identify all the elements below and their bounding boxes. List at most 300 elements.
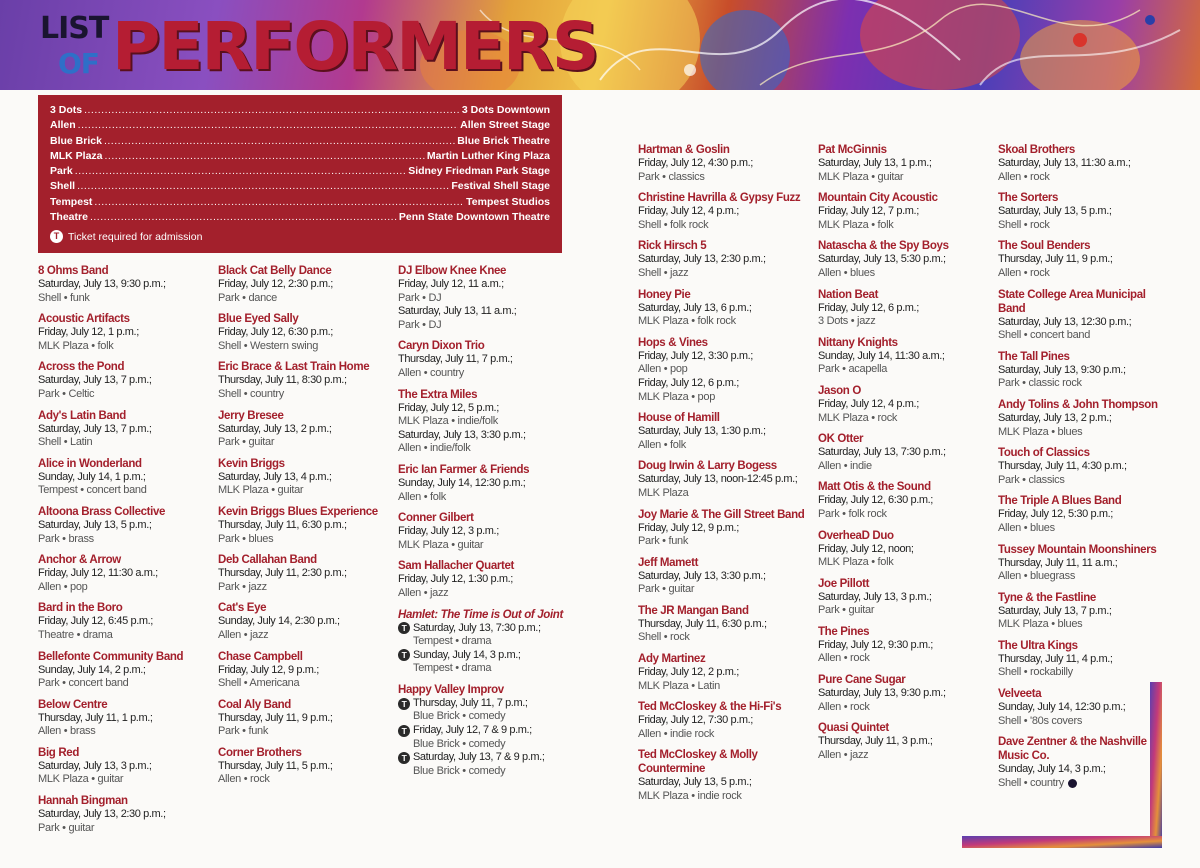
performer-name: Dave Zentner & the Nashville Music Co. [998, 736, 1147, 763]
show-venue-genre [38, 533, 210, 547]
show-time-text: Friday, July 12, 6:30 p.m.; [218, 326, 333, 339]
show-time-text: Saturday, July 13, 6 p.m.; [638, 301, 752, 314]
show-time [398, 649, 570, 663]
show-venue-genre [38, 388, 210, 402]
performer-entry [638, 700, 810, 741]
show-time-text: Saturday, July 13, 9:30 p.m.; [818, 687, 946, 700]
performer-entry [218, 360, 390, 401]
show-venue-genre [398, 539, 570, 553]
show-time-text: Thursday, July 11, 4 p.m.; [998, 652, 1113, 665]
performer-name: The Pines [818, 625, 870, 638]
header-banner [0, 0, 1200, 90]
show-venue-genre [398, 738, 570, 752]
performer-name: Hops & Vines [638, 336, 708, 349]
show-time [38, 615, 210, 629]
show-time [398, 305, 570, 319]
show-time-text: Friday, July 12, 3:30 p.m.; [638, 349, 753, 362]
performer-entry [818, 432, 990, 473]
show-time-text: Friday, July 12, 9 p.m.; [638, 521, 739, 534]
venue-legend [38, 95, 562, 253]
performer-entry [398, 683, 570, 779]
show-venue-genre-text: Park • acapella [818, 363, 888, 376]
show-venue-genre [638, 315, 810, 329]
show-time-text: Saturday, July 13, 1 p.m.; [818, 157, 932, 169]
leader-dots [84, 104, 460, 116]
show-time-text: Sunday, July 14, 1 p.m.; [38, 470, 146, 483]
show-time-text: Thursday, July 11, 5 p.m.; [218, 759, 333, 772]
show-time-text: Sunday, July 14, 3 p.m.; [998, 763, 1106, 776]
show-venue-genre-text: Park • funk [218, 725, 269, 738]
show-venue-genre-text: MLK Plaza • indie/folk [398, 415, 498, 428]
performer-entry [998, 143, 1170, 184]
show-venue-genre [398, 587, 570, 601]
show-venue-genre-text: Shell • country [218, 387, 284, 400]
ticket-icon: T [398, 622, 410, 634]
performer-entry [998, 398, 1170, 439]
show-time-text: Friday, July 12, 6:30 p.m.; [818, 494, 933, 507]
performer-name: Nittany Knights [818, 336, 898, 349]
show-time-text: Saturday, July 13, 7:30 p.m.; [818, 446, 946, 459]
show-venue-genre-text: Park • blues [218, 532, 274, 545]
performer-name: Jerry Bresee [218, 409, 284, 422]
show-time-text: Friday, July 12, 1:30 p.m.; [398, 573, 513, 586]
performer-entry [998, 639, 1170, 680]
show-time [818, 639, 990, 653]
performer-name: Acoustic Artifacts [38, 313, 130, 326]
performer-name: State College Area Municipal Band [998, 288, 1146, 315]
show-time-text: Friday, July 12, 4 p.m.; [638, 205, 739, 218]
performer-entry [998, 494, 1170, 535]
performer-name: The Ultra Kings [998, 639, 1078, 652]
show-time-text: Sunday, July 14, 12:30 p.m.; [998, 701, 1126, 714]
performer-column-4 [638, 143, 810, 811]
performer-name: OK Otter [818, 433, 864, 446]
show-venue-genre [38, 773, 210, 787]
leader-dots [75, 165, 406, 177]
performer-entry [398, 559, 570, 600]
show-venue-genre [398, 662, 570, 676]
show-venue-genre-text: Park • brass [38, 532, 94, 545]
show-time [218, 567, 390, 581]
performer-name: The Tall Pines [998, 350, 1070, 363]
show-venue-genre-text: Blue Brick • comedy [413, 764, 506, 777]
show-venue-genre [218, 725, 390, 739]
performer-name: Eric Brace & Last Train Home [218, 361, 370, 374]
show-venue-genre-text: Theatre • drama [38, 628, 113, 641]
show-time-text: Saturday, July 13, 3 p.m.; [38, 759, 152, 772]
performer-entry [218, 312, 390, 353]
show-venue-genre [638, 439, 810, 453]
legend-row [50, 211, 550, 226]
show-time-text: Friday, July 12, 1 p.m.; [38, 326, 139, 339]
show-venue-genre [398, 491, 570, 505]
performer-name: Cat's Eye [218, 602, 267, 615]
show-time [818, 446, 990, 460]
legend-row [50, 180, 550, 195]
legend-venue-code: Shell [50, 180, 76, 193]
show-venue-genre-text: MLK Plaza • indie rock [638, 790, 742, 803]
show-time [638, 570, 810, 584]
show-venue-genre [38, 436, 210, 450]
show-venue-genre-text: Tempest • drama [413, 635, 492, 648]
performer-name: The Sorters [998, 192, 1059, 205]
show-venue-genre [818, 556, 990, 570]
show-time [38, 374, 210, 388]
performer-entry [218, 553, 390, 594]
show-time [38, 471, 210, 485]
show-venue-genre [38, 340, 210, 354]
performer-name: DJ Elbow Knee Knee [398, 265, 507, 277]
performer-name: Pat McGinnis [818, 144, 887, 156]
performer-name: The Soul Benders [998, 240, 1091, 253]
show-time-text: Thursday, July 11, 2:30 p.m.; [218, 567, 347, 580]
show-venue-genre [998, 377, 1170, 391]
show-time [398, 724, 570, 738]
show-time-text: Saturday, July 13, 11 a.m.; [398, 305, 517, 318]
show-time-text: Thursday, July 11, 4:30 p.m.; [998, 460, 1127, 473]
show-venue-genre-text: Allen • rock [998, 266, 1050, 279]
show-venue-genre-text: MLK Plaza • guitar [218, 484, 304, 497]
legend-venue-name: Allen Street Stage [460, 119, 550, 132]
show-time [38, 760, 210, 774]
performer-entry [998, 446, 1170, 487]
show-time [638, 425, 810, 439]
title-list: LIST [40, 11, 109, 46]
show-venue-genre-text: Allen • blues [818, 266, 875, 279]
show-time-text: Friday, July 12, 4 p.m.; [818, 397, 919, 410]
show-venue-genre [638, 631, 810, 645]
legend-row [50, 150, 550, 165]
show-time-text: Sunday, July 14, 2 p.m.; [38, 663, 146, 676]
show-venue-genre [218, 388, 390, 402]
performer-name: Ted McCloskey & the Hi-Fi's [638, 701, 782, 714]
show-venue-genre-text: 3 Dots • jazz [818, 315, 876, 328]
show-venue-genre [818, 460, 990, 474]
legend-row [50, 196, 550, 211]
show-venue-genre [638, 219, 810, 233]
performer-name: Touch of Classics [998, 447, 1090, 460]
show-venue-genre-text: Allen • country [398, 366, 464, 379]
show-venue-genre [398, 710, 570, 724]
show-time-text: Friday, July 12, 2:30 p.m.; [218, 278, 333, 290]
show-venue-genre [218, 484, 390, 498]
performer-entry [218, 601, 390, 642]
show-venue-genre-text: MLK Plaza • blues [998, 618, 1083, 631]
performer-name: Joe Pillott [818, 577, 870, 590]
show-time [638, 253, 810, 267]
show-venue-genre-text: Shell • '80s covers [998, 714, 1083, 727]
ticket-icon: T [398, 698, 410, 710]
show-venue-genre [218, 773, 390, 787]
show-venue-genre-text: MLK Plaza • guitar [818, 170, 904, 183]
show-time [998, 157, 1170, 171]
show-venue-genre [998, 570, 1170, 584]
performer-entry [998, 591, 1170, 632]
performer-name: Altoona Brass Collective [38, 505, 166, 518]
show-time-text: Saturday, July 13, 3:30 p.m.; [398, 428, 526, 441]
legend-venue-code: Park [50, 165, 73, 178]
show-time [218, 326, 390, 340]
show-time [218, 519, 390, 533]
show-time [218, 615, 390, 629]
show-time-text: Friday, July 12, 7 & 9 p.m.; [413, 724, 532, 737]
show-venue-genre [218, 629, 390, 643]
show-time [998, 653, 1170, 667]
show-venue-genre-text: Shell • Western swing [218, 339, 319, 352]
show-venue-genre [38, 822, 210, 836]
show-time-text: Saturday, July 13, 9:30 p.m.; [998, 363, 1126, 376]
show-venue-genre-text: Park • guitar [818, 604, 875, 617]
performer-name: Below Centre [38, 698, 108, 711]
show-venue-genre [638, 487, 810, 501]
legend-row [50, 135, 550, 150]
performer-entry [218, 746, 390, 787]
legend-venue-name: Martin Luther King Plaza [426, 149, 550, 162]
performer-name: Hartman & Goslin [638, 144, 730, 156]
performer-name: Mountain City Acoustic [818, 192, 938, 205]
show-venue-genre-text: Allen • indie rock [638, 727, 715, 740]
performer-entry [398, 511, 570, 552]
show-venue-genre [998, 219, 1170, 233]
show-time [998, 605, 1170, 619]
performer-name: The Triple A Blues Band [998, 495, 1122, 508]
show-time [398, 622, 570, 636]
performer-entry [218, 264, 390, 305]
show-venue-genre-text: Allen • indie [818, 459, 872, 472]
show-time [218, 760, 390, 774]
show-time [638, 302, 810, 316]
show-venue-genre-text: MLK Plaza • folk [38, 339, 114, 352]
legend-venue-name: Blue Brick Theatre [457, 134, 550, 147]
show-venue-genre-text: Allen • jazz [818, 748, 869, 761]
show-time [638, 157, 810, 171]
performer-name: Anchor & Arrow [38, 554, 121, 567]
performer-entry [218, 457, 390, 498]
legend-row [50, 104, 550, 119]
performer-name: Jason O [818, 384, 861, 397]
performer-name: Joy Marie & The Gill Street Band [638, 508, 805, 521]
show-time-text: Friday, July 12, 9:30 p.m.; [818, 638, 933, 651]
show-time [218, 278, 390, 292]
show-venue-genre-text: Park • funk [638, 535, 689, 548]
performer-entry [638, 288, 810, 329]
performer-name: Caryn Dixon Trio [398, 340, 485, 353]
show-time-text: Saturday, July 13, 7 p.m.; [998, 604, 1112, 617]
show-time [998, 364, 1170, 378]
performer-entry [998, 350, 1170, 391]
performer-entry [818, 239, 990, 280]
performer-name: Coal Aly Band [218, 698, 291, 711]
show-time-text: Thursday, July 11, 9 p.m.; [218, 711, 333, 724]
performer-column-5 [818, 143, 990, 769]
decorative-art [962, 682, 1162, 848]
performer-entry [638, 239, 810, 280]
leader-dots [104, 135, 455, 147]
show-venue-genre [818, 363, 990, 377]
show-time-text: Friday, July 12, 7:30 p.m.; [638, 714, 753, 727]
show-time [398, 477, 570, 491]
show-time [818, 543, 990, 557]
performer-name: Deb Callahan Band [218, 554, 317, 567]
show-time [638, 714, 810, 728]
performer-entry [38, 601, 210, 642]
show-time [38, 664, 210, 678]
performer-name: Conner Gilbert [398, 512, 474, 525]
show-venue-genre [398, 765, 570, 779]
show-venue-genre [998, 618, 1170, 632]
show-venue-genre [398, 635, 570, 649]
show-venue-genre-text: Park • folk rock [818, 507, 887, 520]
performer-name: Matt Otis & the Sound [818, 481, 931, 494]
show-time-text: Thursday, July 11, 3 p.m.; [818, 735, 933, 748]
show-time-text: Saturday, July 13, 2:30 p.m.; [38, 808, 166, 821]
show-venue-genre-text: MLK Plaza • folk [818, 556, 894, 569]
show-time-text: Friday, July 12, 6:45 p.m.; [38, 615, 153, 628]
performer-entry [638, 604, 810, 645]
performer-entry [38, 409, 210, 450]
show-venue-genre [38, 725, 210, 739]
show-venue-genre-text: Shell • rock [998, 218, 1050, 231]
show-venue-genre-text: Allen • jazz [218, 628, 269, 641]
show-time [398, 429, 570, 443]
show-venue-genre-text: Allen • bluegrass [998, 570, 1076, 583]
show-venue-genre [638, 790, 810, 804]
performer-name: Happy Valley Improv [398, 683, 504, 696]
show-venue-genre-text: Park • dance [218, 291, 277, 304]
performer-entry [398, 463, 570, 504]
show-venue-genre [638, 363, 810, 377]
legend-venue-name: Festival Shell Stage [451, 180, 550, 193]
show-time [638, 350, 810, 364]
show-time-text: Thursday, July 11, 7 p.m.; [413, 696, 528, 709]
show-time-text: Thursday, July 11, 6:30 p.m.; [218, 518, 347, 531]
performer-name: Ted McCloskey & Molly Countermine [638, 749, 758, 776]
leader-dots [94, 196, 464, 208]
performer-name: Tussey Mountain Moonshiners [998, 543, 1157, 556]
performer-entry [818, 288, 990, 329]
performer-entry [38, 457, 210, 498]
show-time [638, 522, 810, 536]
show-venue-genre-text: Shell • funk [38, 291, 90, 304]
legend-venue-code: 3 Dots [50, 104, 83, 116]
show-time [38, 567, 210, 581]
legend-venue-code: Tempest [50, 195, 93, 208]
show-time-text: Saturday, July 13, 2 p.m.; [998, 411, 1112, 424]
show-venue-genre-text: Park • DJ [398, 318, 442, 331]
performer-name: Big Red [38, 746, 79, 759]
performer-name: Andy Tolins & John Thompson [998, 398, 1158, 411]
show-venue-genre [218, 533, 390, 547]
performer-name: Skoal Brothers [998, 144, 1075, 156]
show-venue-genre [398, 415, 570, 429]
performer-entry [38, 650, 210, 691]
ticket-note-text: Ticket required for admission [68, 230, 203, 243]
show-time-text: Saturday, July 13, 7:30 p.m.; [413, 621, 541, 634]
show-time [38, 519, 210, 533]
show-venue-genre-text: Allen • rock [218, 773, 270, 786]
show-venue-genre [398, 442, 570, 456]
show-time [998, 205, 1170, 219]
show-venue-genre [998, 267, 1170, 281]
show-time-text: Saturday, July 13, 7 p.m.; [38, 422, 152, 435]
show-time [398, 278, 570, 292]
performer-entry [638, 191, 810, 232]
performer-entry [218, 505, 390, 546]
show-time-text: Friday, July 12, 3 p.m.; [398, 525, 499, 538]
show-time [818, 205, 990, 219]
show-time [638, 666, 810, 680]
performer-name: Christine Havrilla & Gypsy Fuzz [638, 192, 801, 205]
show-venue-genre-text: Shell • Americana [218, 677, 300, 690]
ticket-note [50, 230, 550, 243]
show-venue-genre-text: MLK Plaza • Latin [638, 679, 720, 692]
show-time-text: Saturday, July 13, 7 p.m.; [38, 374, 152, 387]
performer-name: Nation Beat [818, 288, 879, 301]
show-time [218, 664, 390, 678]
show-time-text: Thursday, July 11, 7 p.m.; [398, 353, 513, 366]
performer-name: Sam Hallacher Quartet [398, 560, 515, 573]
performer-name: Ady's Latin Band [38, 409, 126, 422]
performer-name: Corner Brothers [218, 746, 302, 759]
performer-name: Across the Pond [38, 361, 125, 374]
show-time [398, 525, 570, 539]
performer-entry [818, 625, 990, 666]
show-time-text: Saturday, July 13, 3:30 p.m.; [638, 569, 766, 582]
show-venue-genre-text: Shell • jazz [638, 266, 689, 279]
performer-column-1 [38, 264, 210, 842]
show-venue-genre-text: Blue Brick • comedy [413, 737, 506, 750]
show-venue-genre [818, 604, 990, 618]
show-time-text: Saturday, July 13, 5 p.m.; [998, 205, 1112, 218]
performer-name: The Extra Miles [398, 388, 478, 401]
leader-dots [105, 150, 425, 162]
performer-entry [998, 288, 1170, 343]
show-time-text: Saturday, July 13, 5 p.m.; [38, 518, 152, 531]
show-time-text: Friday, July 12, 7 p.m.; [818, 205, 919, 218]
show-venue-genre-text: Park • classic rock [998, 377, 1082, 390]
performer-name: House of Hamill [638, 412, 720, 425]
show-time-text: Thursday, July 11, 6:30 p.m.; [638, 617, 767, 630]
show-time-text: Friday, July 12, 11 a.m.; [398, 278, 504, 290]
show-time-text: Saturday, July 13, 2:30 p.m.; [638, 253, 766, 266]
show-time-text: Friday, July 12, 2 p.m.; [638, 666, 739, 679]
ticket-icon: T [50, 230, 63, 243]
show-venue-genre [38, 292, 210, 306]
show-venue-genre [998, 522, 1170, 536]
leader-dots [78, 119, 458, 131]
show-venue-genre [638, 391, 810, 405]
show-time [818, 494, 990, 508]
performer-name: Chase Campbell [218, 650, 303, 663]
show-venue-genre [38, 629, 210, 643]
show-time [638, 776, 810, 790]
show-venue-genre [398, 367, 570, 381]
show-time [398, 402, 570, 416]
show-venue-genre-text: MLK Plaza • guitar [38, 773, 124, 786]
show-venue-genre [818, 315, 990, 329]
performer-name: Doug Irwin & Larry Bogess [638, 460, 777, 473]
performer-entry [38, 312, 210, 353]
performer-entry [218, 409, 390, 450]
ticket-icon: T [398, 725, 410, 737]
performer-name: Bard in the Boro [38, 602, 123, 615]
show-venue-genre-text: MLK Plaza [638, 486, 689, 499]
show-venue-genre [218, 436, 390, 450]
show-time-text: Sunday, July 14, 2:30 p.m.; [218, 615, 340, 628]
show-venue-genre-text: Park • guitar [218, 436, 275, 449]
performer-name: Pure Cane Sugar [818, 674, 906, 687]
show-venue-genre-text: Allen • blues [998, 521, 1055, 534]
